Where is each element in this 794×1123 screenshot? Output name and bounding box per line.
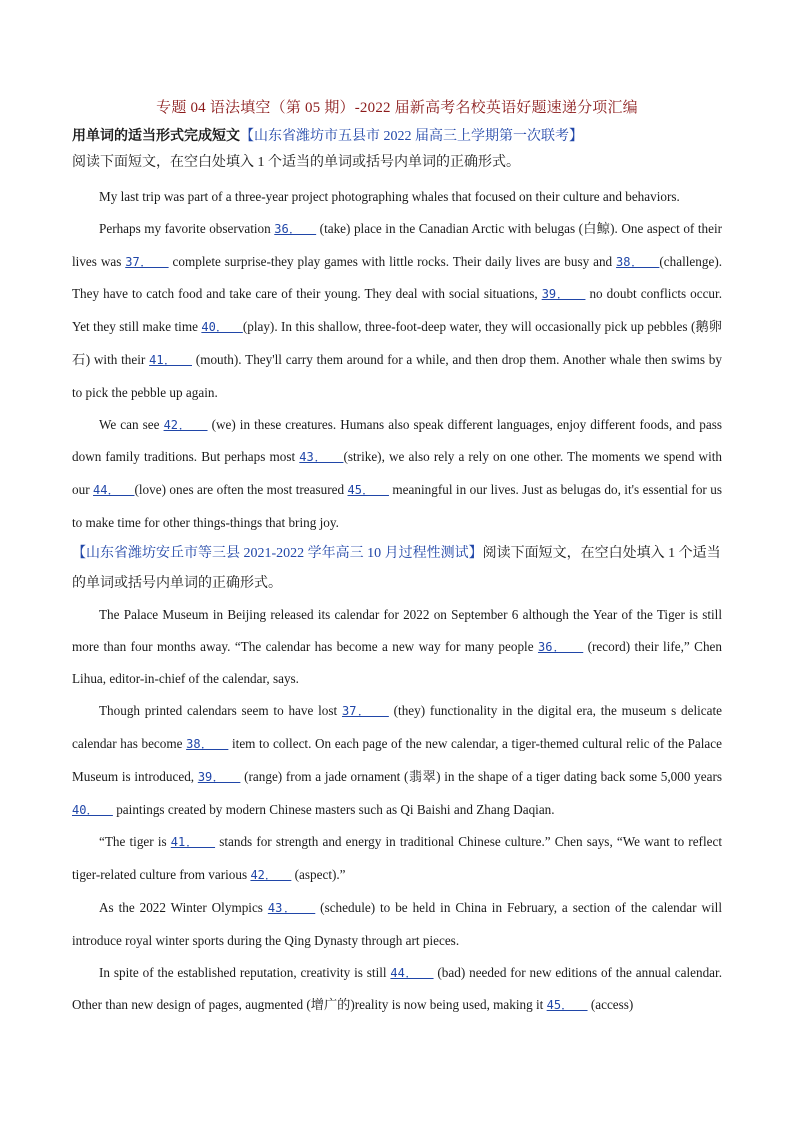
answer-blank[interactable]: 44． bbox=[390, 965, 434, 980]
passage-paragraph: My last trip was part of a three-year project photographing whales that focused on their culture and behaviors. bbox=[99, 189, 680, 204]
answer-blank[interactable]: 42． bbox=[250, 868, 292, 883]
answer-blank[interactable]: 37． bbox=[341, 704, 389, 719]
section2-source: 【山东省潍坊安丘市等三县 2021-2022 学年高三 10 月过程性测试】 bbox=[72, 545, 483, 561]
answer-blank[interactable]: 39． bbox=[197, 769, 241, 784]
answer-blank[interactable]: 44． bbox=[93, 483, 135, 498]
section1-header bbox=[72, 127, 722, 147]
passage-paragraph: In spite of the established reputation, creativity is still 44． (bad) needed for new editions of the annual calendar. Other than new design of pages, augmented (增广的)reality is now being used, making it 45． (access) bbox=[72, 964, 722, 1013]
answer-blank[interactable]: 41． bbox=[149, 352, 192, 367]
answer-blank[interactable]: 40． bbox=[72, 802, 113, 817]
answer-blank[interactable]: 40． bbox=[201, 320, 243, 335]
answer-blank[interactable]: 42． bbox=[163, 417, 208, 432]
answer-blank[interactable]: 45． bbox=[546, 998, 588, 1013]
answer-blank[interactable]: 41． bbox=[170, 835, 216, 850]
section1-source: 【山东省潍坊市五县市 2022 届高三上学期第一次联考】 bbox=[240, 129, 583, 144]
answer-blank[interactable]: 45． bbox=[347, 483, 389, 498]
passage-paragraph: “The tiger is 41． stands for strength and energy in traditional Chinese culture.” Chen says, “We want to reflect tiger-related culture from various 42． (aspect).” bbox=[72, 834, 722, 883]
answer-blank[interactable]: 39． bbox=[541, 287, 586, 302]
passage-paragraph: We can see 42． (we) in these creatures. Humans also speak different languages, enjoy different foods, and pass down family traditions. But perhaps most 43． (strike), we also rely a rely on one other. The moments we spend with our 44． (love) ones are often the most treasured 45． meaningful in our lives. Just as belugas do, it's essential for us to make time for other things-things that bring joy. bbox=[72, 416, 722, 530]
section2-passage bbox=[72, 599, 722, 1022]
passage-paragraph: As the 2022 Winter Olympics 43． (schedule) to be held in China in February, a section of the calendar will introduce royal winter sports during the Qing Dynasty through art pieces. bbox=[72, 899, 722, 948]
section1-heading: 用单词的适当形式完成短文 bbox=[72, 129, 240, 144]
section2-header bbox=[72, 539, 722, 599]
answer-blank[interactable]: 37． bbox=[125, 254, 169, 269]
answer-blank[interactable]: 43． bbox=[299, 450, 344, 465]
document-page bbox=[72, 96, 722, 1022]
section2-instruction: 阅读下面短文，在空白处填入 1 个适当的单词或括号内单词的正确形式。 bbox=[72, 545, 721, 591]
answer-blank[interactable]: 38． bbox=[186, 736, 229, 751]
passage-paragraph: The Palace Museum in Beijing released its calendar for 2022 on September 6 although the Year of the Tiger is still more than four months away. “The calendar has become a new way for many people 36． (record) their life,” Chen Lihua, editor-in-chief of the calendar, says. bbox=[72, 606, 723, 687]
section1-passage bbox=[72, 181, 722, 539]
answer-blank[interactable]: 38． bbox=[616, 254, 660, 269]
answer-blank[interactable]: 36． bbox=[537, 639, 584, 654]
section1-instruction: 阅读下面短文，在空白处填入 1 个适当的单词或括号内单词的正确形式。 bbox=[72, 155, 520, 170]
passage-paragraph: Perhaps my favorite observation 36． (take) place in the Canadian Arctic with belugas (白鲸). One aspect of their lives was 37． complete surprise-they play games with little rocks. Their daily lives are busy and 38． (challenge). They have to catch food and take care of their young. They deal with social situations, 39． no doubt conflicts occur. Yet they still make time 40． (play). In this shallow, three-foot-deep water, they will occasionally pick up pebbles (鹅卵石) with their 41． (mouth). They'll carry them around for a while, and then drop them. Another whale then swims by to pick the pebble up again. bbox=[72, 220, 723, 400]
answer-blank[interactable]: 36． bbox=[274, 221, 317, 236]
document-title: 专题 04 语法填空（第 05 期）-2022 届新高考名校英语好题速递分项汇编 bbox=[156, 100, 638, 116]
passage-paragraph: Though printed calendars seem to have lost 37． (they) functionality in the digital era, the museum s delicate calendar has become 38． item to collect. On each page of the new calendar, a tiger-themed cultural relic of the Palace Museum is introduced, 39． (range) from a jade ornament (翡翠) in the shape of a tiger dating back some 5,000 years 40． paintings created by modern Chinese masters such as Qi Baishi and Zhang Daqian. bbox=[72, 703, 723, 817]
answer-blank[interactable]: 43． bbox=[267, 900, 316, 915]
